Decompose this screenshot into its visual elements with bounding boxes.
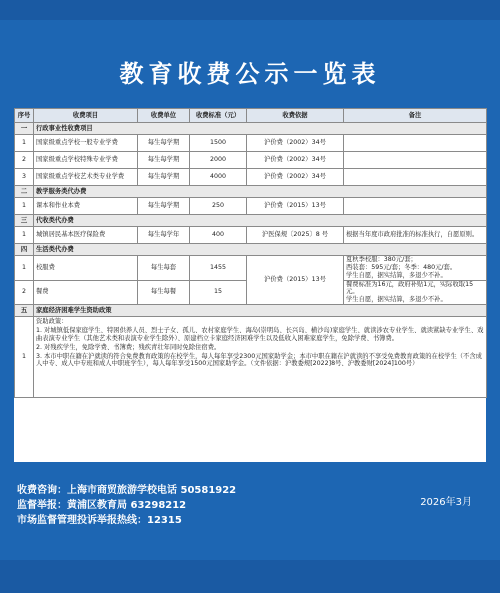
header-cell: 收费标准（元） <box>190 109 247 123</box>
row-item: 国家级重点学校特殊专业学费 <box>34 152 138 169</box>
row-note <box>344 198 487 215</box>
row-amount: 250 <box>190 198 247 215</box>
row-number: 1 <box>15 198 34 215</box>
header-cell: 收费单位 <box>138 109 190 123</box>
policy-line: 1. 对城镇低保家庭学生、特困供养人员、烈士子女、孤儿、农村家庭学生、海岛(崇明岛、长兴岛、横沙岛)家庭学生、就读涉农专业学生、就读紧缺专业学生、戏曲表演专业学生（其他艺术类和表演专业学生除外）、原建档立卡家庭经济困难学生以及低收入困难家庭学生，免除学费、书簿费。 <box>36 327 484 342</box>
header-cell: 序号 <box>15 109 34 123</box>
row-number: 1 <box>15 256 34 281</box>
table-row <box>15 169 487 186</box>
row-item: 餐费 <box>34 280 138 305</box>
consult-phone: 收费咨询：上海市商贸旅游学校电话 50581922 <box>17 485 237 496</box>
row-basis: 沪价费（2015）13号 <box>247 198 344 215</box>
top-stripe <box>0 0 500 20</box>
table-row <box>15 135 487 152</box>
policy-line: 3. 本市中职在籍在沪就读的符合免费教育政策的在校学生，每人每年享受2300元国家助学金；本市中职在籍在沪就读的不享受免费教育政策的在校学生（不含成人中专、成人中专班和成人中职班学生），每人每年享受1500元国家助学金。（文件依据：沪教委规[2022]8号、沪教委财[2024]100号） <box>36 352 482 368</box>
row-item: 国家级重点学校一般专业学费 <box>34 135 138 152</box>
row-basis: 沪价费（2002）34号 <box>247 152 344 169</box>
section-row <box>15 244 487 256</box>
row-basis: 沪价费（2015）13号 <box>247 256 344 305</box>
row-unit: 每生每学年 <box>138 227 190 244</box>
row-note <box>344 152 487 169</box>
row-basis: 沪价费（2002）34号 <box>247 169 344 186</box>
row-note: 夏秋季校服：380元/套； 西装套：595元/套；冬季：480元/套。 学生自愿，据实结算，多退少不补。 <box>344 256 487 281</box>
section-row <box>15 186 487 198</box>
section-number: 四 <box>15 244 34 256</box>
fee-table <box>14 108 487 398</box>
section-row <box>15 305 487 317</box>
header-cell: 备注 <box>344 109 487 123</box>
row-unit: 每生每套 <box>138 256 190 281</box>
row-number: 1 <box>15 227 34 244</box>
row-amount: 400 <box>190 227 247 244</box>
header-cell: 收费项目 <box>34 109 138 123</box>
section-row <box>15 215 487 227</box>
row-note: 根据当年度市政府批准的标准执行，自愿原则。 <box>344 227 487 244</box>
row-note <box>344 169 487 186</box>
row-amount: 1500 <box>190 135 247 152</box>
row-unit: 每生每餐 <box>138 280 190 305</box>
supervise-phone: 监督举报：黄浦区教育局 63298212 <box>17 500 187 511</box>
row-unit: 每生每学期 <box>138 135 190 152</box>
section-number: 三 <box>15 215 34 227</box>
page-title: 教育收费公示一览表 <box>119 60 381 88</box>
row-unit: 每生每学期 <box>138 152 190 169</box>
section-number: 五 <box>15 305 34 317</box>
row-item: 国家级重点学校艺术类专业学费 <box>34 169 138 186</box>
row-basis: 沪价费（2002）34号 <box>247 135 344 152</box>
row-note <box>344 135 487 152</box>
row-number: 2 <box>15 152 34 169</box>
bottom-stripe <box>0 560 500 593</box>
row-unit: 每生每学期 <box>138 198 190 215</box>
table-row <box>15 198 487 215</box>
row-number: 3 <box>15 169 34 186</box>
row-number: 1 <box>15 317 34 398</box>
section-row <box>15 123 487 135</box>
section-number: 二 <box>15 186 34 198</box>
policy-line: 2. 对残疾学生，免除学费、书簿费；残疾青壮年同时免除住宿费。 <box>36 343 221 351</box>
row-unit: 每生每学期 <box>138 169 190 186</box>
table-row <box>15 152 487 169</box>
section-number: 一 <box>15 123 34 135</box>
table-row <box>15 227 487 244</box>
row-amount: 15 <box>190 280 247 305</box>
policy-line: 资助政策： <box>36 318 68 326</box>
publish-date: 2026年3月 <box>420 497 472 508</box>
policy-text <box>34 317 487 398</box>
row-amount: 1455 <box>190 256 247 281</box>
table-row <box>15 256 487 281</box>
section-title: 教学服务类代办费 <box>34 186 487 198</box>
market-hotline: 市场监督管理投诉举报热线：12315 <box>17 515 182 526</box>
table-row <box>15 317 487 398</box>
section-title: 家庭经济困难学生资助政策 <box>34 305 487 317</box>
row-number: 1 <box>15 135 34 152</box>
table-header-row <box>15 109 487 123</box>
row-item: 校服费 <box>34 256 138 281</box>
row-number: 2 <box>15 280 34 305</box>
row-note: 餐费标准为16元，政府补贴1元，实际收取15元。 学生自愿，据实结算，多退少不补。 <box>344 280 487 305</box>
row-amount: 2000 <box>190 152 247 169</box>
row-amount: 4000 <box>190 169 247 186</box>
row-item: 课本和作业本费 <box>34 198 138 215</box>
section-title: 代收类代办费 <box>34 215 487 227</box>
section-title: 生活类代办费 <box>34 244 487 256</box>
section-title: 行政事业性收费项目 <box>34 123 487 135</box>
row-item: 城镇居民基本医疗保险费 <box>34 227 138 244</box>
header-cell: 收费依据 <box>247 109 344 123</box>
fee-table-panel <box>14 108 486 462</box>
row-basis: 沪医保规〔2025〕8 号 <box>247 227 344 244</box>
